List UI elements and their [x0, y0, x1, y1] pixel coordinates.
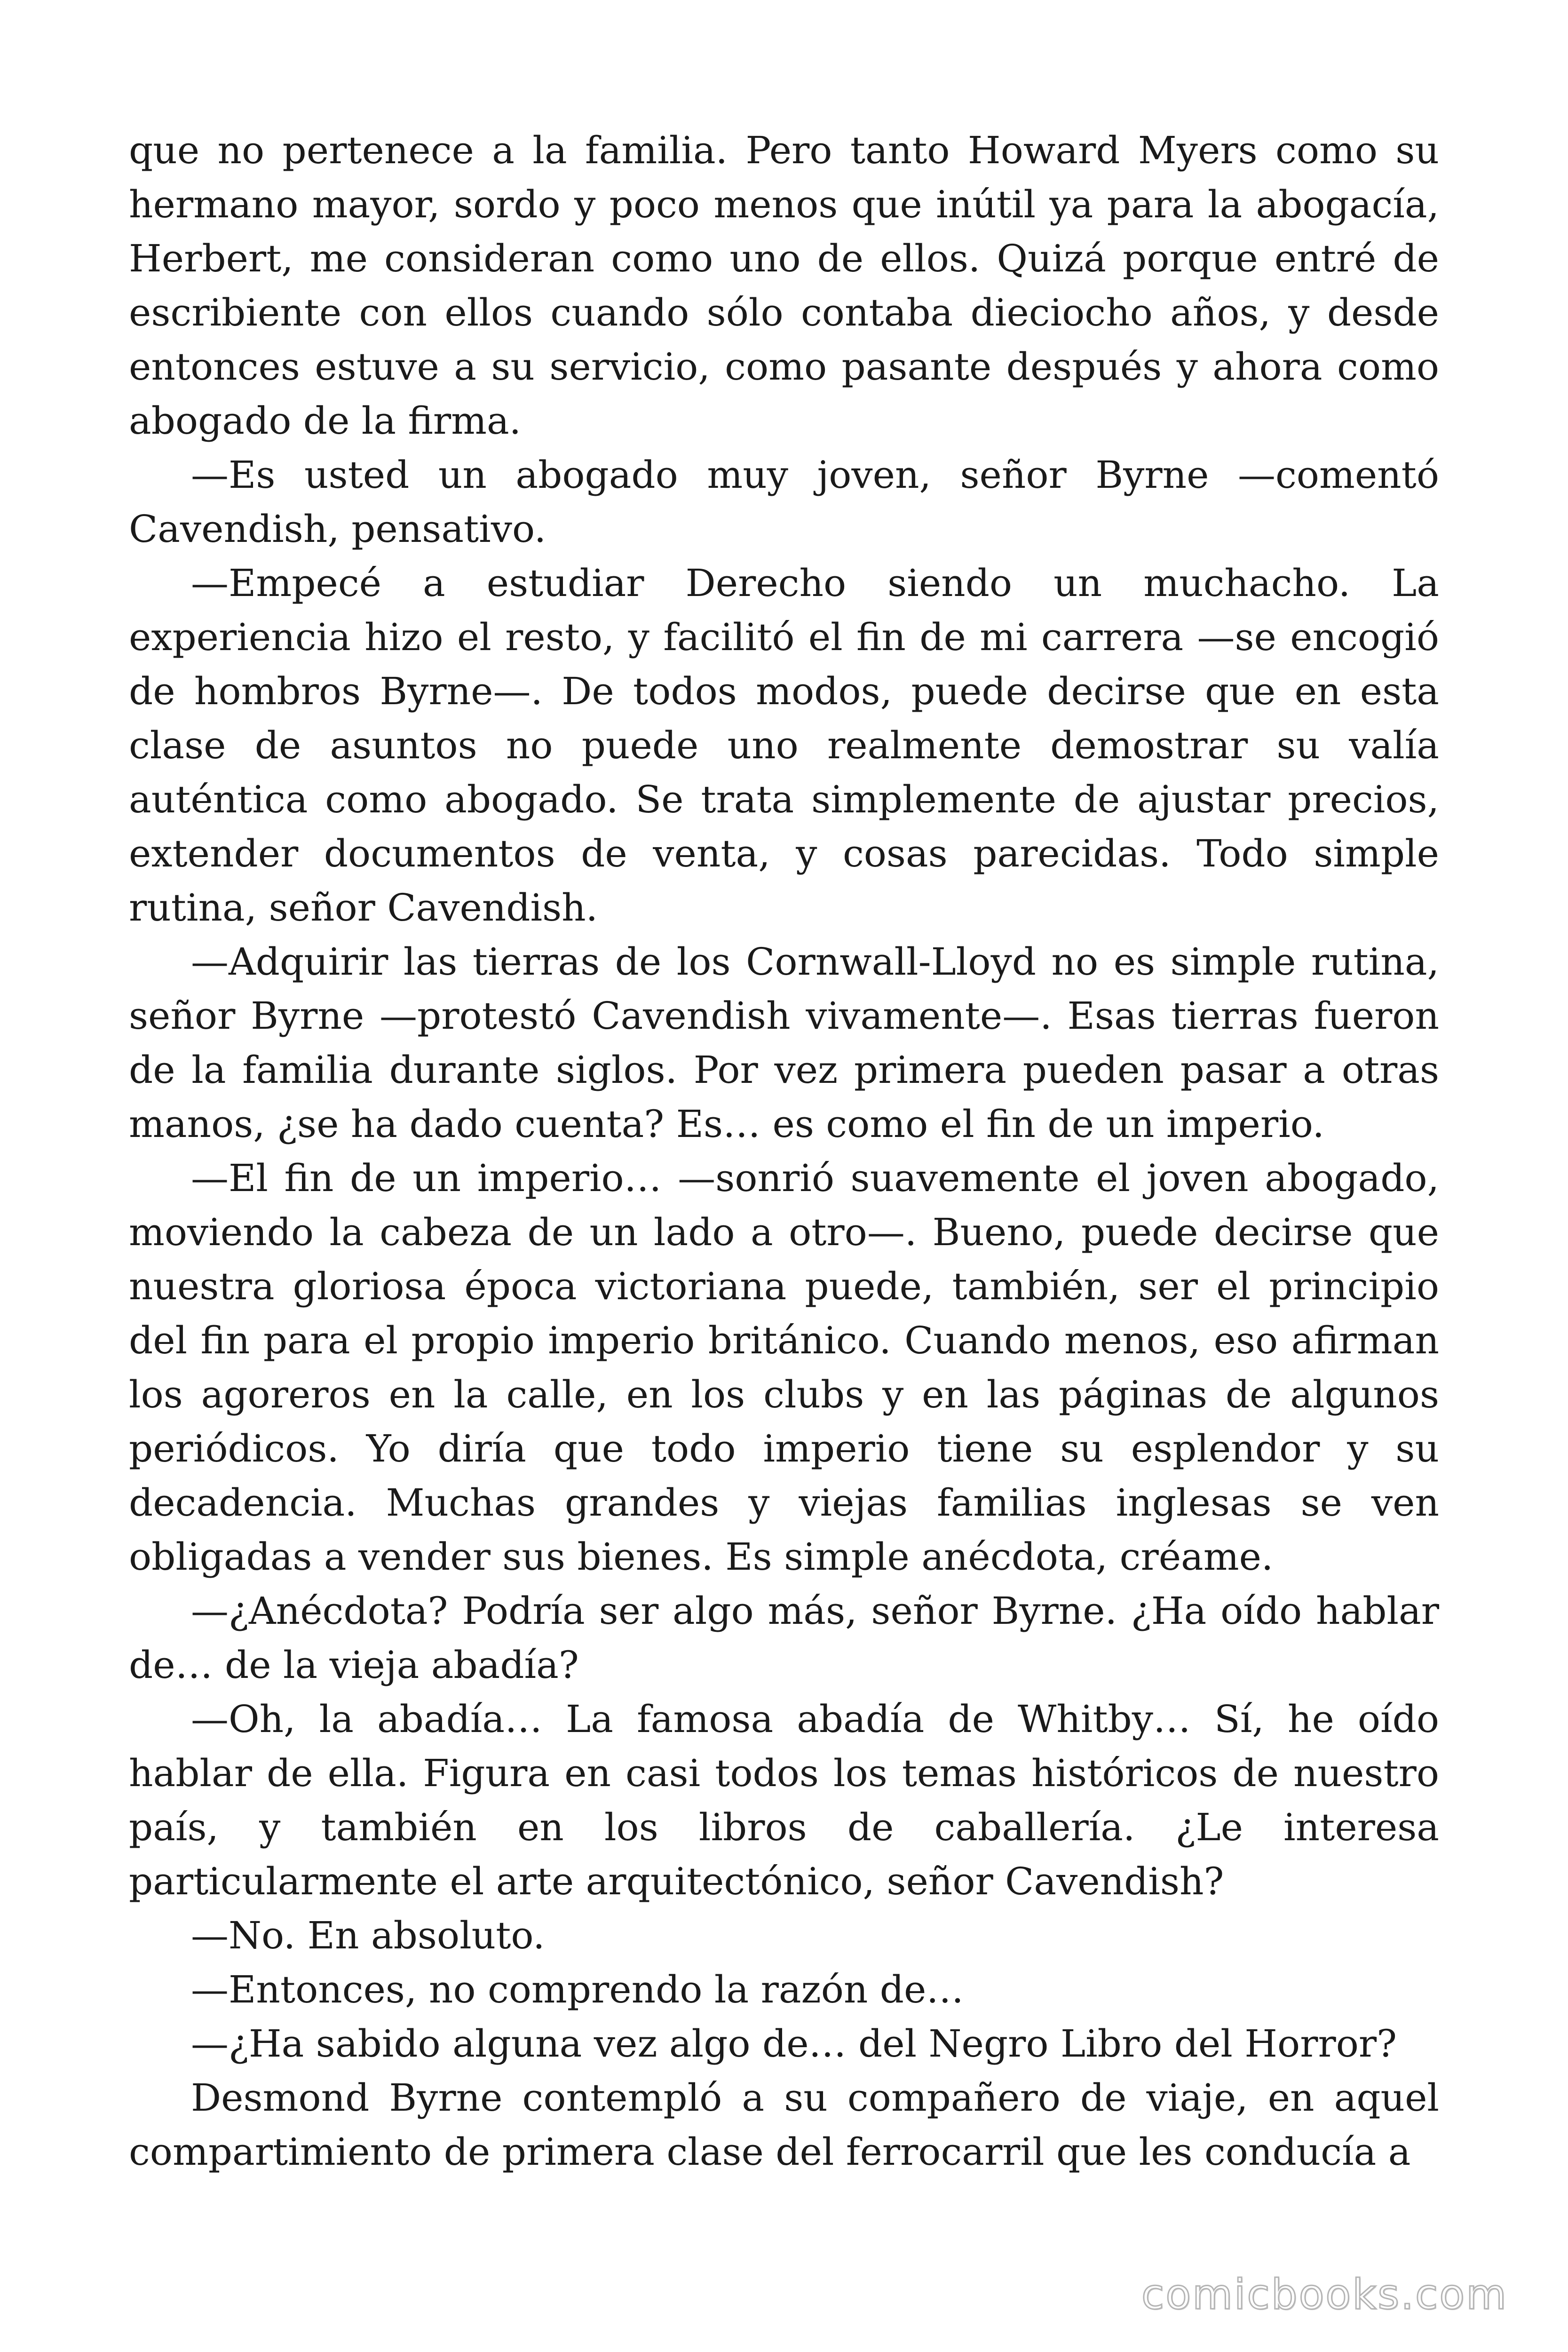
paragraph: —¿Anécdota? Podría ser algo más, señor Byrne. ¿Ha oído hablar de… de la vieja abadía? [129, 1589, 1439, 1687]
paragraph: que no pertenece a la familia. Pero tanto Howard Myers como su hermano mayor, sordo y poco menos que inútil ya para la abogacía, Herbert, me consideran como uno de ellos. Quizá porque entré de escribiente con ellos cuando sólo contaba dieciocho años, y desde entonces estuve a su servicio, como pasante después y ahora como abogado de la firma. [129, 128, 1439, 443]
paragraph: —No. En absoluto. [191, 1914, 545, 1957]
paragraph: —Empecé a estudiar Derecho siendo un muchacho. La experiencia hizo el resto, y facilitó el fin de mi carrera —se encogió de hombros Byrne—. De todos modos, puede decirse que en esta clase de asuntos no puede uno realmente demostrar su valía auténtica como abogado. Se trata simplemente de ajustar precios, extender documentos de venta, y cosas parecidas. Todo simple rutina, señor Cavendish. [129, 561, 1439, 930]
paragraph: —¿Ha sabido alguna vez algo de… del Negro Libro del Horror? [191, 2022, 1397, 2066]
watermark-text: comicbooks.com [1141, 2270, 1508, 2319]
paragraph: —Entonces, no comprendo la razón de… [191, 1968, 964, 2011]
paragraph: —Es usted un abogado muy joven, señor Byrne —comentó Cavendish, pensativo. [129, 453, 1439, 551]
paragraph: Desmond Byrne contempló a su compañero de viaje, en aquel compartimiento de primera clase del ferrocarril que les conducía a [129, 2076, 1439, 2174]
body-text [129, 123, 1439, 2179]
paragraph: —El fin de un imperio… —sonrió suavemente el joven abogado, moviendo la cabeza de un lado a otro—. Bueno, puede decirse que nuestra gloriosa época victoriana puede, también, ser el principio del fin para el propio imperio británico. Cuando menos, eso afirman los agoreros en la calle, en los clubs y en las páginas de algunos periódicos. Yo diría que todo imperio tiene su esplendor y su decadencia. Muchas grandes y viejas familias inglesas se ven obligadas a vender sus bienes. Es simple anécdota, créame. [129, 1156, 1439, 1579]
paragraph: —Oh, la abadía… La famosa abadía de Whitby… Sí, he oído hablar de ella. Figura en casi todos los temas históricos de nuestro país, y también en los libros de caballería. ¿Le interesa particularmente el arte arquitectónico, señor Cavendish? [129, 1697, 1439, 1903]
paragraph: —Adquirir las tierras de los Cornwall-Lloyd no es simple rutina, señor Byrne —protestó Cavendish vivamente—. Esas tierras fueron de la familia durante siglos. Por vez primera pueden pasar a otras manos, ¿se ha dado cuenta? Es… es como el fin de un imperio. [129, 940, 1439, 1146]
